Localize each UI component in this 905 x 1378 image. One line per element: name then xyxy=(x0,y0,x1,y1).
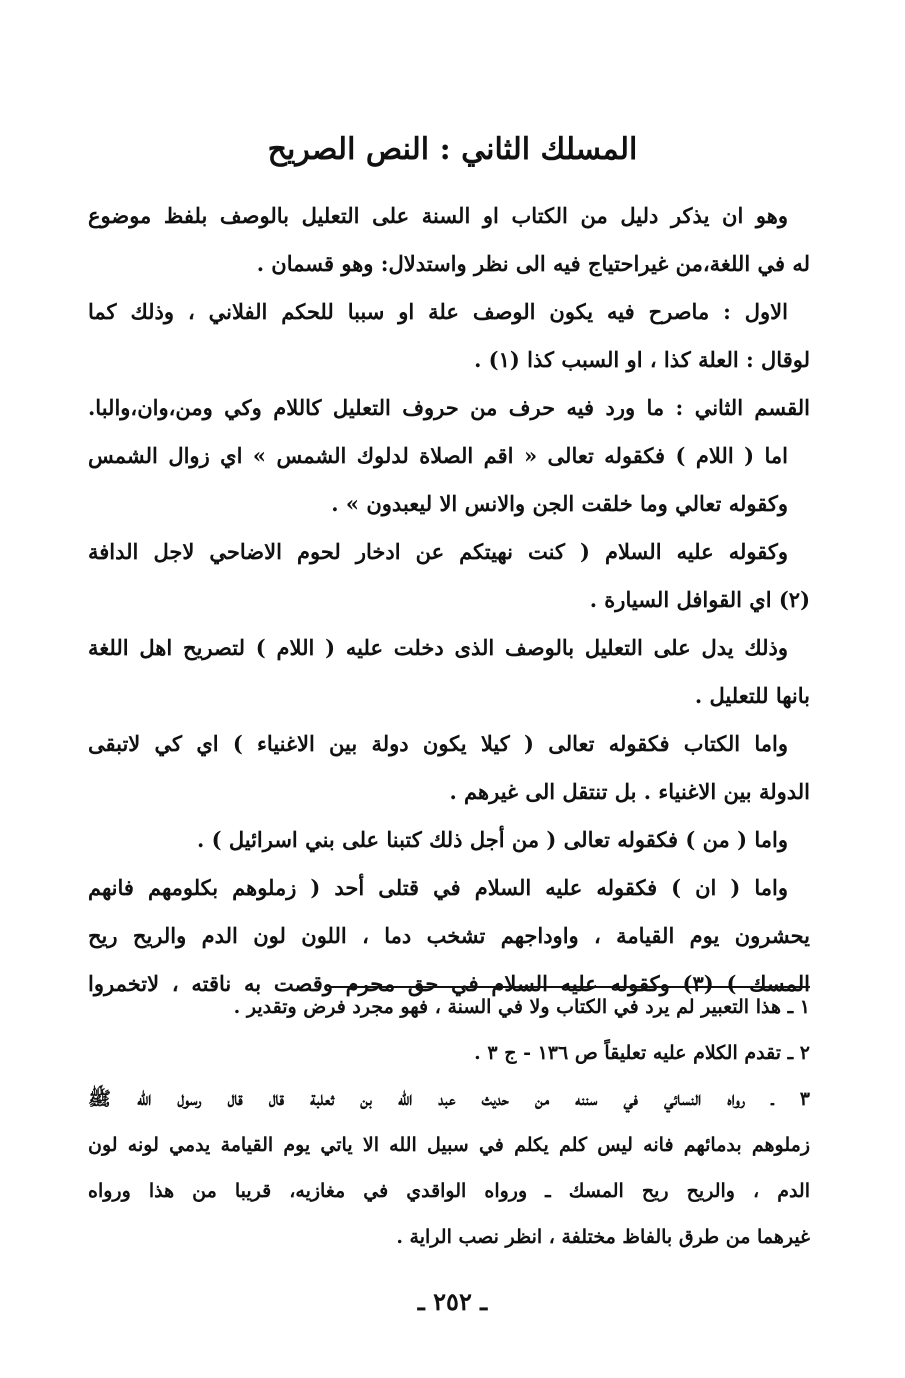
footnote-line: ١ ـ هذا التعبير لم يرد في الكتاب ولا في السنة ، فهو مجرد فرض وتقدير . xyxy=(233,996,810,1018)
text-line: واما الكتاب فكقوله تعالى ( كيلا يكون دولة بين الاغنياء ) اي كي لاتبقى xyxy=(88,731,788,756)
text-line: القسم الثاني : ما ورد فيه حرف من حروف التعليل كاللام وكي ومن،وان،والبا. xyxy=(88,395,810,420)
page-number: ـ ٢٥٢ ـ xyxy=(417,1287,488,1316)
text-line: له في اللغة،من غيراحتياج فيه الى نظر واستدلال: وهو قسمان . xyxy=(256,251,810,276)
text-line: المسك ) (٣) وكقوله عليه السلام في حق محرم وقصت به ناقته ، لاتخمروا xyxy=(88,971,810,996)
footnote-line: الدم ، والريح ريح المسك ـ ورواه الواقدي في مغازيه، قريبا من هذا ورواه xyxy=(88,1180,810,1202)
footnote-line: زملوهم بدمائهم فانه ليس كلم يكلم في سبيل الله الا ياتي يوم القيامة يدمي لونه لون xyxy=(88,1134,810,1156)
text-line: وذلك يدل على التعليل بالوصف الذى دخلت عليه ( اللام ) لتصريح اهل اللغة xyxy=(88,635,788,660)
text-line: الاول : ماصرح فيه يكون الوصف علة او سببا للحكم الفلاني ، وذلك كما xyxy=(88,299,788,324)
text-line: لوقال : العلة كذا ، او السبب كذا (١) . xyxy=(474,347,810,372)
text-line: وكقوله عليه السلام ( كنت نهيتكم عن ادخار لحوم الاضاحي لاجل الدافة xyxy=(88,539,788,564)
text-line: اما ( اللام ) فكقوله تعالى « اقم الصلاة لدلوك الشمس » اي زوال الشمس xyxy=(88,443,788,468)
text-line: وهو ان يذكر دليل من الكتاب او السنة على التعليل بالوصف بلفظ موضوع xyxy=(88,203,788,228)
footnote-line: غيرهما من طرق بالفاظ مختلفة ، انظر نصب الراية . xyxy=(396,1226,810,1248)
footnotes xyxy=(88,984,810,1260)
text-line: الدولة بين الاغنياء . بل تنتقل الى غيرهم . xyxy=(449,779,810,804)
text-line: واما ( من ) فكقوله تعالى ( من أجل ذلك كتبنا على بني اسرائيل ) . xyxy=(196,827,788,852)
text-line: بانها للتعليل . xyxy=(694,683,810,708)
main-text xyxy=(88,192,810,1008)
text-line: وكقوله تعالي وما خلقت الجن والانس الا ليعبدون » . xyxy=(331,491,788,516)
text-line: (٢) اي القوافل السيارة . xyxy=(589,587,810,612)
text-line: واما ( ان ) فكقوله عليه السلام في قتلى أحد ( زملوهم بكلومهم فانهم xyxy=(88,875,788,900)
text-line: يحشرون يوم القيامة ، واوداجهم تشخب دما ، اللون لون الدم والريح ريح xyxy=(88,923,810,948)
footnote-line: ٣ ـ رواه النسائي في سننه من حديث عبد الله بن ثعلبة قال قال رسول الله ﷺ xyxy=(88,1088,810,1110)
footnote-line: ٢ ـ تقدم الكلام عليه تعليقاً ص ١٣٦ - ج ٣ . xyxy=(474,1042,810,1064)
section-heading: المسلك الثاني : النص الصريح xyxy=(267,132,638,167)
